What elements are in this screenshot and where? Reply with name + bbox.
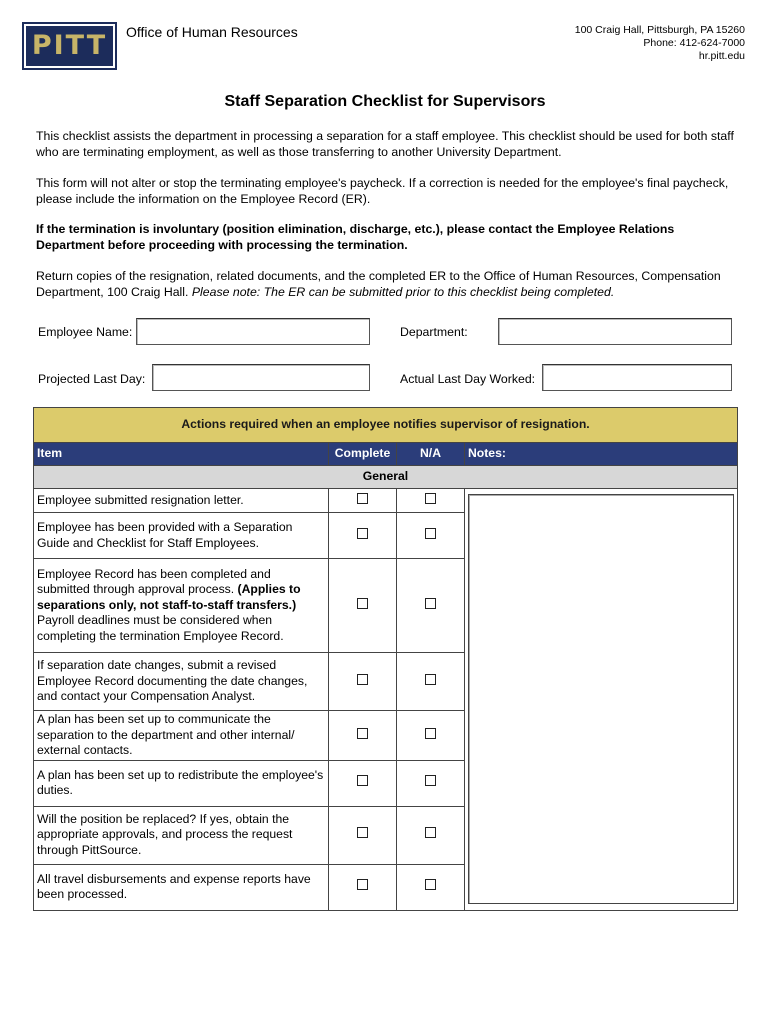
column-item: Item (34, 443, 329, 466)
return-copies-text: Return copies of the resignation, related documents, and the completed ER to the Office of Human Resources, Compensation Department, 100 Craig Hall. (36, 269, 721, 299)
notes-field[interactable] (468, 494, 734, 904)
checklist-item: Employee submitted resignation letter. (34, 489, 329, 513)
page-title: Staff Separation Checklist for Supervisors (224, 93, 546, 110)
complete-checkbox[interactable] (357, 674, 368, 685)
checklist-item: All travel disbursements and expense reports have been processed. (34, 864, 329, 910)
group-general: General (34, 466, 738, 489)
na-checkbox[interactable] (425, 775, 436, 786)
er-note: Please note: The ER can be submitted prior to this checklist being completed. (191, 284, 615, 299)
complete-checkbox[interactable] (357, 598, 368, 609)
employee-name-label: Employee Name: (38, 325, 133, 339)
employee-name-field[interactable] (136, 318, 370, 345)
na-checkbox[interactable] (425, 493, 436, 504)
checklist-item (34, 559, 329, 653)
projected-last-day-label: Projected Last Day: (38, 372, 146, 386)
checklist-item: A plan has been set up to redistribute the employee's duties. (34, 760, 329, 806)
actual-last-day-label: Actual Last Day Worked: (400, 372, 536, 386)
complete-checkbox[interactable] (357, 728, 368, 739)
website-line: hr.pitt.edu (698, 50, 745, 62)
pitt-logo (22, 22, 117, 70)
return-copies-paragraph (36, 269, 736, 300)
intro-paragraph: This checklist assists the department in processing a separation for a staff employee. This checklist should be used for both staff who are terminating employment, as well as those transferring to another University Department. (36, 129, 734, 159)
column-complete: Complete (329, 443, 397, 466)
item-text: Payroll deadlines must be considered when completing the termination Employee Record. (37, 613, 284, 643)
checklist-item: If separation date changes, submit a revised Employee Record documenting the date changes, and contact your Compensation Analyst. (34, 653, 329, 711)
na-checkbox[interactable] (425, 598, 436, 609)
complete-checkbox[interactable] (357, 827, 368, 838)
na-checkbox[interactable] (425, 827, 436, 838)
section-heading: Actions required when an employee notifies supervisor of resignation. (34, 408, 738, 443)
notes-cell (465, 489, 738, 911)
complete-checkbox[interactable] (357, 775, 368, 786)
complete-checkbox[interactable] (357, 493, 368, 504)
column-notes: Notes: (465, 443, 738, 466)
na-checkbox[interactable] (425, 674, 436, 685)
item-bold-note: (Applies to separations only, not staff-to-staff transfers.) (37, 582, 301, 612)
item-text: Employee Record has been completed and submitted through approval process. (37, 566, 271, 597)
logo-text: PITT (26, 26, 113, 66)
department-label: Department: (400, 325, 468, 339)
paycheck-paragraph: This form will not alter or stop the terminating employee's paycheck. If a correction is needed for the employee's final paycheck, please include the information on the Employee Record (ER). (36, 176, 729, 206)
phone-line: Phone: 412-624-7000 (643, 37, 745, 49)
contact-address (575, 24, 745, 63)
projected-last-day-field[interactable] (152, 364, 370, 391)
complete-checkbox[interactable] (357, 528, 368, 539)
checklist-item: Will the position be replaced? If yes, obtain the appropriate approvals, and process the request through PittSource. (34, 806, 329, 864)
checklist-item: A plan has been set up to communicate the separation to the department and other internal/ external contacts. (34, 711, 329, 761)
na-checkbox[interactable] (425, 728, 436, 739)
department-field[interactable] (498, 318, 732, 345)
checklist-table (33, 407, 738, 911)
na-checkbox[interactable] (425, 528, 436, 539)
complete-checkbox[interactable] (357, 879, 368, 890)
actual-last-day-field[interactable] (542, 364, 732, 391)
address-line: 100 Craig Hall, Pittsburgh, PA 15260 (574, 24, 745, 36)
involuntary-paragraph: If the termination is involuntary (position elimination, discharge, etc.), please contact the Employee Relations Department before proceeding with processing the termination. (36, 222, 675, 252)
checklist-item: Employee has been provided with a Separation Guide and Checklist for Staff Employees. (34, 513, 329, 559)
office-name: Office of Human Resources (126, 24, 298, 40)
na-checkbox[interactable] (425, 879, 436, 890)
column-na: N/A (397, 443, 465, 466)
